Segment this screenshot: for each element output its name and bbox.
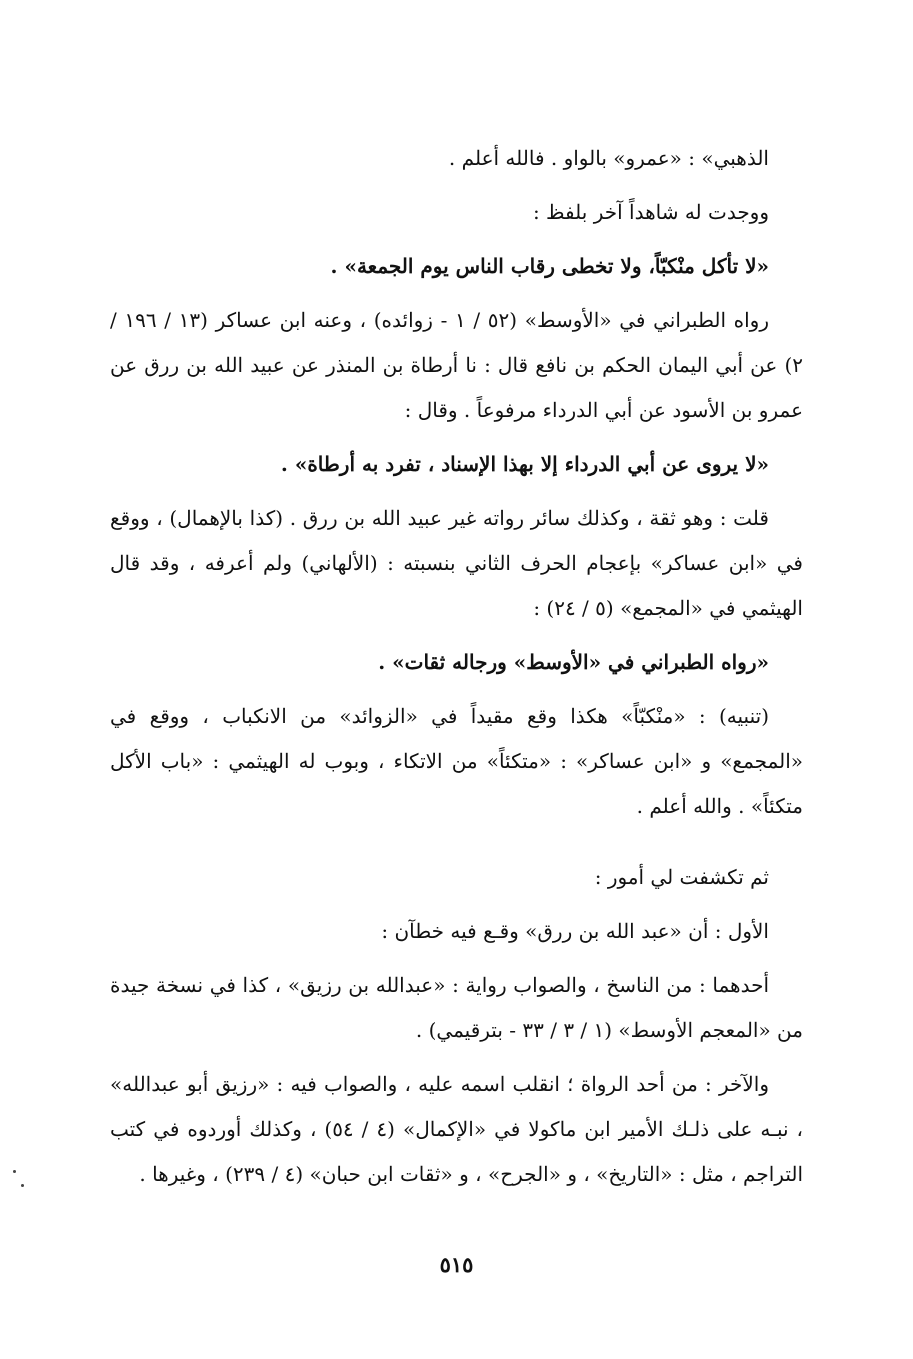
paragraph: قلت : وهو ثقة ، وكذلك سائر رواته غير عبيد الله بن ررق . (كذا بالإهمال) ، ووقع في «ابن عساكر» بإعجام الحرف الثاني بنسبته : (الألهاني) ولم أعرفه ، وقد قال الهيثمي في «المجمع» (٥ / ٢٤) : — [110, 506, 803, 620]
paragraph: الذهبي» : «عمرو» بالواو . فالله أعلم . — [448, 146, 769, 170]
paragraph: ثم تكشفت لي أمور : — [594, 865, 769, 889]
body-text — [110, 136, 803, 1206]
quoted-statement: «رواه الطبراني في «الأوسط» ورجاله ثقات» . — [378, 650, 769, 674]
note-paragraph: (تنبيه) : «منْكبّاً» هكذا وقع مقيداً في «الزوائد» من الانكباب ، ووقع في «المجمع» و «ابن عساكر» : «متكئاً» من الاتكاء ، وبوب له الهيثمي : «باب الأكل متكئاً» . والله أعلم . — [110, 704, 803, 818]
quoted-statement: «لا يروى عن أبي الدرداء إلا بهذا الإسناد ، تفرد به أرطاة» . — [280, 452, 769, 476]
margin-speck — [13, 1170, 16, 1173]
margin-speck — [21, 1184, 24, 1187]
page-number: ٥١٥ — [439, 1252, 474, 1277]
paragraph: رواه الطبراني في «الأوسط» (٥٢ / ١ - زوائده) ، وعنه ابن عساكر (١٣ / ١٩٦ / ٢) عن أبي اليمان الحكم بن نافع قال : نا أرطاة بن المنذر عن عبيد الله بن ررق عن عمرو بن الأسود عن أبي الدرداء مرفوعاً . وقال : — [110, 308, 803, 422]
paragraph: ووجدت له شاهداً آخر بلفظ : — [532, 200, 769, 224]
paragraph: أحدهما : من الناسخ ، والصواب رواية : «عبدالله بن رزيق» ، كذا في نسخة جيدة من «المعجم الأوسط» (١ / ٣ / ٣٣ - بترقيمي) . — [110, 973, 803, 1042]
quoted-hadith: «لا تأكل منْكبّاً، ولا تخطى رقاب الناس يوم الجمعة» . — [330, 254, 769, 278]
paragraph: الأول : أن «عبد الله بن ررق» وقـع فيه خطآن : — [381, 919, 769, 943]
paragraph: والآخر : من أحد الرواة ؛ انقلب اسمه عليه ، والصواب فيه : «رزيق أبو عبدالله» ، نبـه على ذلـك الأمير ابن ماكولا في «الإكمال» (٤ / ٥٤) ، وكذلك أوردوه في كتب التراجم ، مثل : «التاريخ» ، و «الجرح» ، و «ثقات ابن حبان» (٤ / ٢٣٩) ، وغيرها . — [110, 1072, 804, 1186]
